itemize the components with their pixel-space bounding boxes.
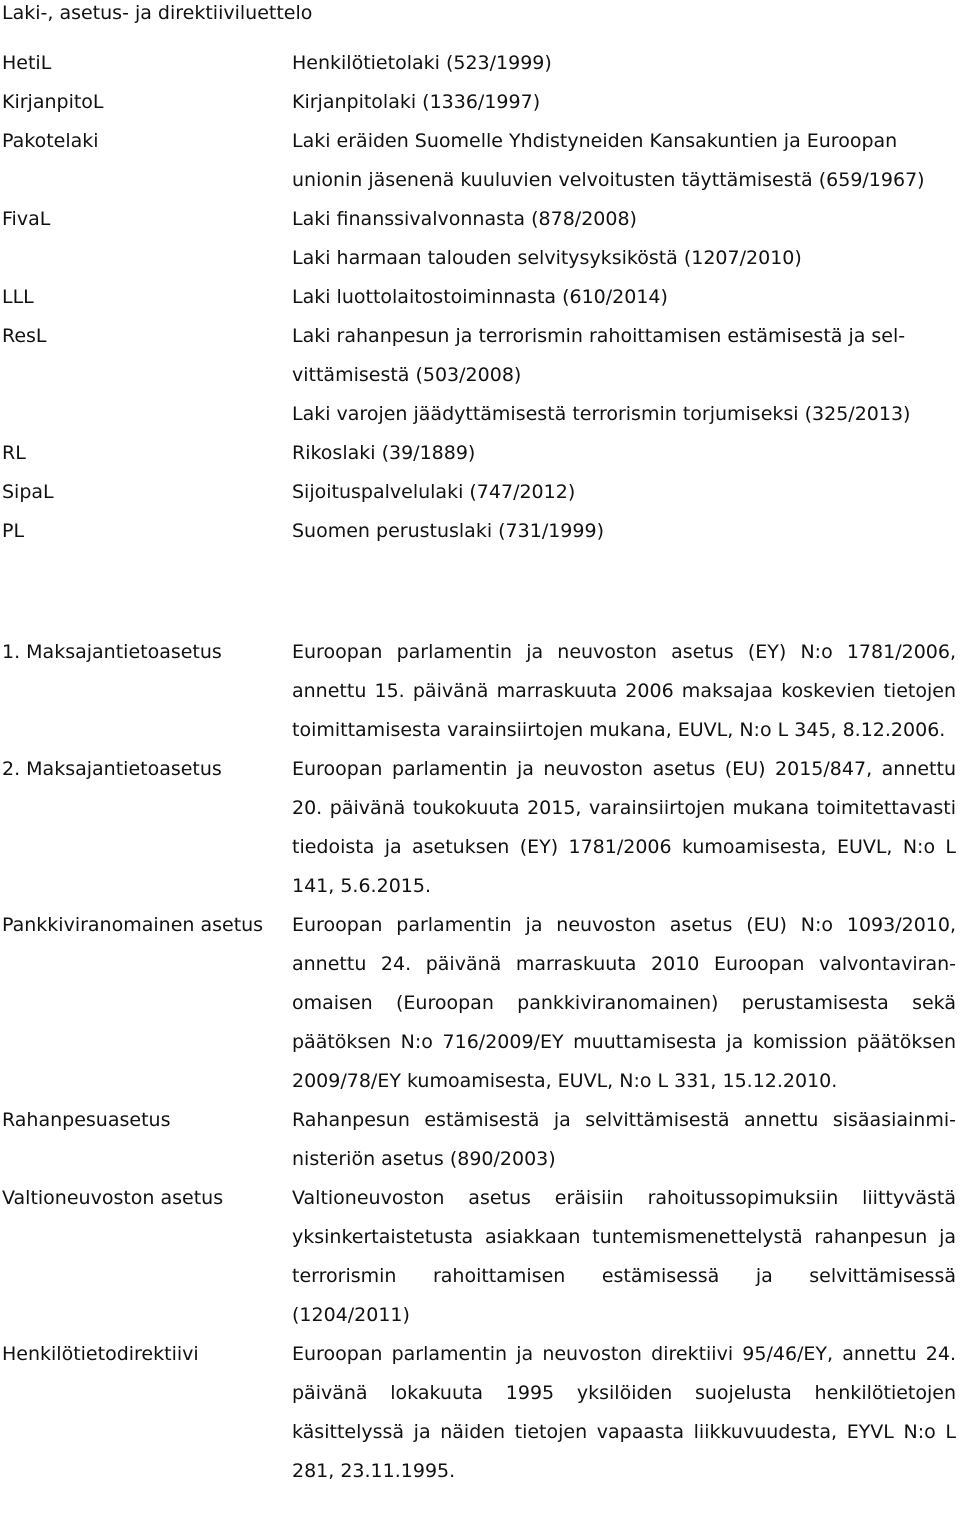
list-item: [0, 278, 960, 317]
laws-list: [0, 44, 960, 551]
list-item: [0, 239, 960, 278]
list-item: [0, 1179, 960, 1335]
entry-description: Laki finanssivalvonnasta (878/2008): [292, 208, 637, 230]
list-item: [0, 200, 960, 239]
entry-abbreviation: LLL: [2, 286, 34, 308]
list-item: [0, 83, 960, 122]
entry-abbreviation: FivaL: [2, 208, 51, 230]
entry-description: Euroopan parlamentin ja neuvoston asetus (EU) N:o 1093/2010, annettu 24. päivänä marraskuuta 2010 Euroopan valvontaviranomaisen (Euroopan pankkiviranomainen) perustamisesta sekä päätöksen N:o 716/2009/EY muuttamisesta ja komission päätöksen 2009/78/EY kumoamisesta, EUVL, N:o L 331, 15.12.2010.: [292, 914, 956, 1092]
entry-abbreviation: Valtioneuvoston asetus: [2, 1187, 224, 1209]
entry-description: Laki eräiden Suomelle Yhdistyneiden Kansakuntien ja Euroopan unionin jäsenenä kuuluvien velvoitusten täyttämisestä (659/1967): [292, 130, 925, 191]
entry-description: Sijoituspalvelulaki (747/2012): [292, 481, 576, 503]
entry-description: Valtioneuvoston asetus eräisiin rahoitussopimuksiin liittyvästä yksinkertaistetusta asiakkaan tuntemismenettelystä rahanpesun ja terrorismin rahoittamisen estämisessä ja selvittämisessä (1204/2011): [292, 1187, 956, 1326]
entry-description: Laki rahanpesun ja terrorismin rahoittamisen estämisestä ja selvittämisestä (503/2008): [292, 325, 906, 386]
regulations-list: [0, 633, 960, 1491]
entry-abbreviation: [0, 395, 292, 434]
entry-abbreviation: ResL: [2, 325, 47, 347]
entry-abbreviation: Pankkiviranomainen asetus: [2, 914, 264, 936]
entry-description: Laki harmaan talouden selvitysyksiköstä (1207/2010): [292, 247, 802, 269]
list-item: [0, 317, 960, 395]
entry-description: Euroopan parlamentin ja neuvoston direktiivi 95/46/EY, annettu 24. päivänä lokakuuta 1995 yksilöiden suojelusta henkilötietojen käsittelyssä ja näiden tietojen vapaasta liikkuvuudesta, EYVL N:o L 281, 23.11.1995.: [292, 1343, 956, 1482]
list-item: [0, 395, 960, 434]
entry-abbreviation: Rahanpesuasetus: [2, 1109, 171, 1131]
entry-abbreviation: SipaL: [2, 481, 54, 503]
entry-description: Laki varojen jäädyttämisestä terrorismin torjumiseksi (325/2013): [292, 403, 911, 425]
list-item: [0, 633, 960, 750]
entry-abbreviation: 1. Maksajantietoasetus: [2, 641, 222, 663]
entry-abbreviation: Pakotelaki: [2, 130, 99, 152]
entry-description: Kirjanpitolaki (1336/1997): [292, 91, 541, 113]
entry-description: Suomen perustuslaki (731/1999): [292, 520, 604, 542]
entry-abbreviation: 2. Maksajantietoasetus: [2, 758, 222, 780]
entry-description: Rahanpesun estämisestä ja selvittämisestä annettu sisäasiainministeriön asetus (890/2003): [292, 1109, 956, 1170]
entry-abbreviation: KirjanpitoL: [2, 91, 104, 113]
list-item: [0, 906, 960, 1101]
entry-abbreviation: RL: [2, 442, 26, 464]
list-item: [0, 122, 960, 200]
list-item: [0, 44, 960, 83]
list-item: [0, 750, 960, 906]
entry-abbreviation: [0, 239, 292, 278]
entry-abbreviation: HetiL: [2, 52, 52, 74]
entry-description: Euroopan parlamentin ja neuvoston asetus (EY) N:o 1781/2006, annettu 15. päivänä marraskuuta 2006 maksajaa koskevien tietojen toimittamisesta varainsiirtojen mukana, EUVL, N:o L 345, 8.12.2006.: [292, 641, 956, 741]
list-item: [0, 1335, 960, 1491]
list-item: [0, 1101, 960, 1179]
list-item: [0, 512, 960, 551]
list-item: [0, 473, 960, 512]
entry-description: Euroopan parlamentin ja neuvoston asetus (EU) 2015/847, annettu 20. päivänä toukokuuta 2015, varainsiirtojen mukana toimitettavasti tiedoista ja asetuksen (EY) 1781/2006 kumoamisesta, EUVL, N:o L 141, 5.6.2015.: [292, 758, 956, 897]
list-item: [0, 434, 960, 473]
entry-abbreviation: PL: [2, 520, 25, 542]
entry-description: Henkilötietolaki (523/1999): [292, 52, 552, 74]
entry-description: Rikoslaki (39/1889): [292, 442, 476, 464]
page-title: Laki-, asetus- ja direktiiviluettelo: [2, 2, 313, 24]
entry-description: Laki luottolaitostoiminnasta (610/2014): [292, 286, 668, 308]
entry-abbreviation: Henkilötietodirektiivi: [2, 1343, 199, 1365]
